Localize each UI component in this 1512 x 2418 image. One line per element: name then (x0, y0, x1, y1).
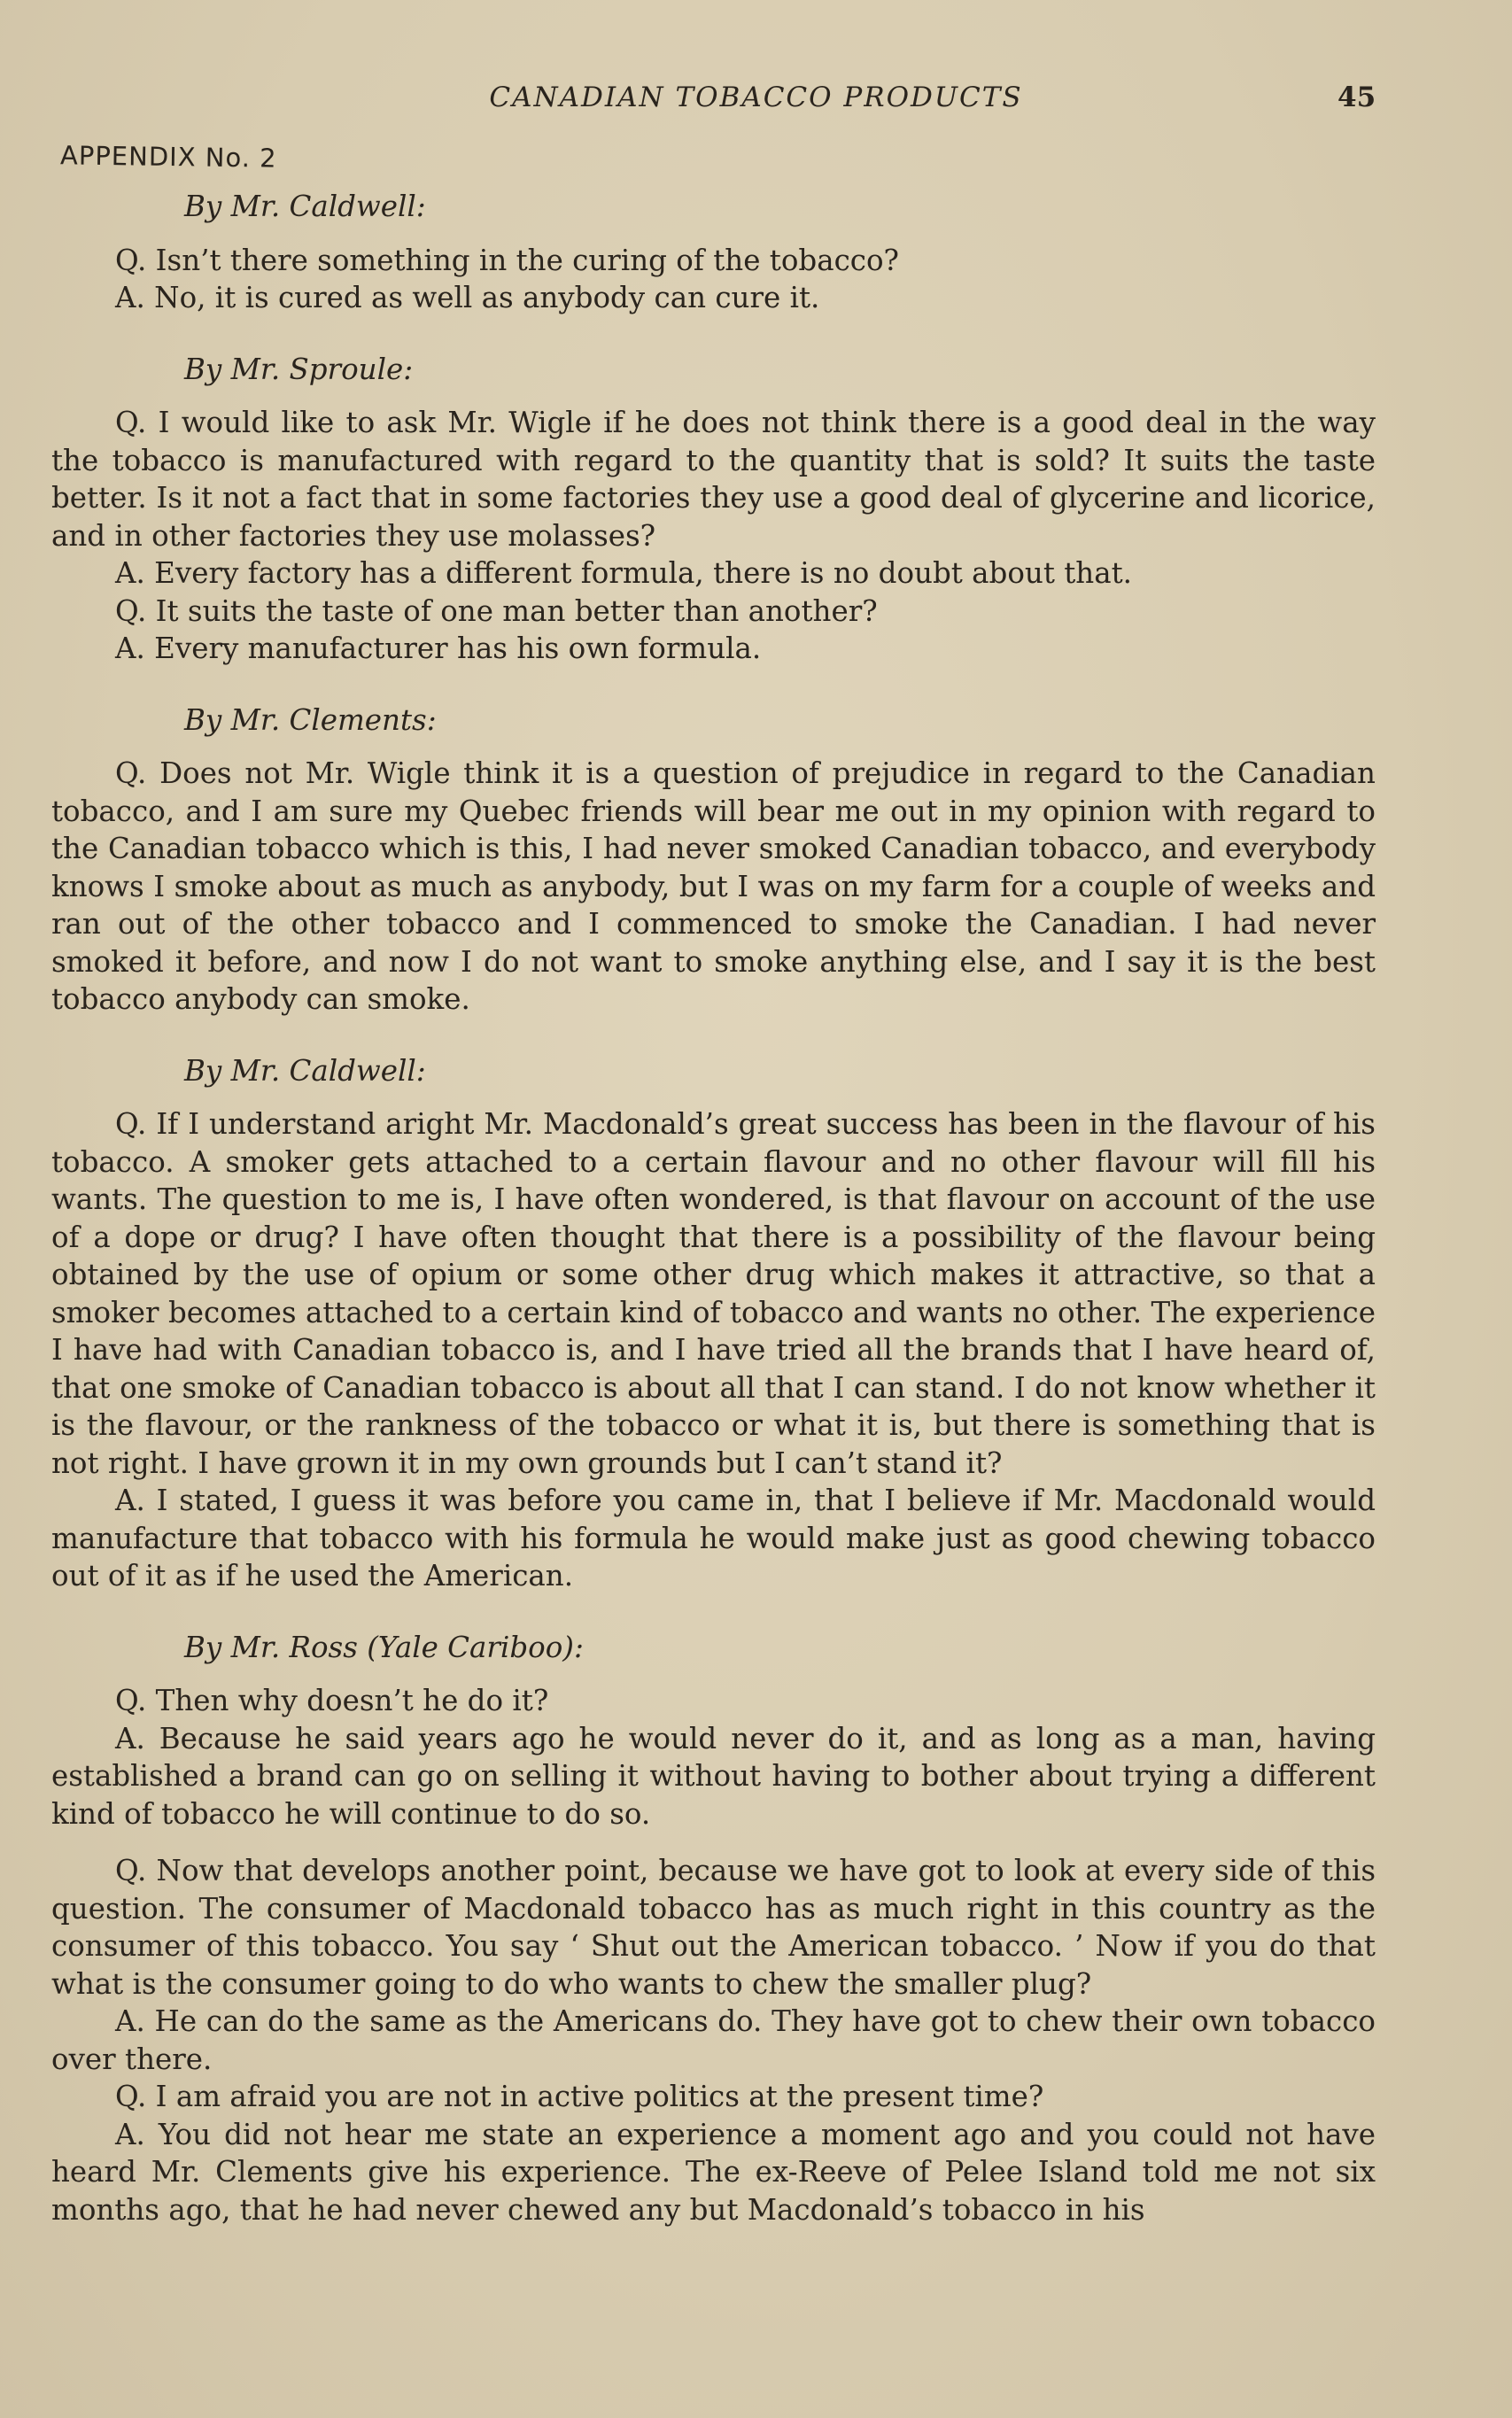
answer-paragraph: A. I stated, I guess it was before you came in, that I believe if Mr. Macdonald would manufacture that tobacco with his formula he would make just as good chewing tobacco out of it as if he used the American. (51, 1484, 1376, 1593)
page-number: 45 (1338, 81, 1376, 113)
question-paragraph: Q. Now that develops another point, because we have got to look at every side of this question. The consumer of Macdonald tobacco has as much right in this country as the consumer of this tobacco. You say ‘ Shut out the American tobacco. ’ Now if you do that what is the consumer going to do who wants to chew the smaller plug? (51, 1854, 1376, 2001)
speaker-heading: By Mr. Clements: (184, 702, 437, 737)
question-paragraph: Q. If I understand aright Mr. Macdonald’s great success has been in the flavour of his tobacco. A smoker gets attached to a certain flavour and no other flavour will fill his wants. The question to me is, I have often wondered, is that flavour on account of the use of a dope or drug? I have often thought that there is a possibility of the flavour being obtained by the use of opium or some other drug which makes it attractive, so that a smoker becomes attached to a certain kind of tobacco and wants no other. The experience I have had with Canadian tobacco is, and I have tried all the brands that I have heard of, that one smoke of Canadian tobacco is about all that I can stand. I do not know whether it is the flavour, or the rankness of the tobacco or what it is, but there is something that is not right. I have grown it in my own grounds but I can’t stand it? (51, 1107, 1376, 1480)
body-text (51, 188, 1376, 2228)
answer-paragraph: A. Every factory has a different formula, there is no doubt about that. (115, 556, 1132, 590)
answer-paragraph: A. You did not hear me state an experience a moment ago and you could not have heard Mr. Clements give his experience. The ex-Reeve of Pelee Island told me not six months ago, that he had never chewed any but Macdonald’s tobacco in his (51, 2117, 1376, 2227)
speaker-heading: By Mr. Sproule: (184, 352, 414, 386)
answer-paragraph: A. No, it is cured as well as anybody can cure it. (115, 281, 820, 314)
question-paragraph: Q. It suits the taste of one man better than another? (115, 593, 878, 628)
speaker-heading: By Mr. Caldwell: (184, 190, 426, 223)
speaker-heading: By Mr. Caldwell: (184, 1053, 426, 1088)
question-paragraph: Q. Isn’t there something in the curing of the tobacco? (115, 243, 899, 277)
answer-paragraph: A. Every manufacturer has his own formula. (115, 632, 762, 665)
paragraph-spacer (51, 1833, 1376, 1852)
question-paragraph: Q. I am afraid you are not in active politics at the present time? (115, 2080, 1044, 2113)
question-paragraph: Q. Does not Mr. Wigle think it is a question of prejudice in regard to the Canadian tobacco, and I am sure my Quebec friends will bear me out in my opinion with regard to the Canadian tobacco which is this, I had never smoked Canadian tobacco, and everybody knows I smoke about as much as anybody, but I was on my farm for a couple of weeks and ran out of the other tobacco and I commenced to smoke the Canadian. I had never smoked it before, and now I do not want to smoke anything else, and I say it is the best tobacco anybody can smoke. (51, 756, 1376, 1016)
appendix-label: APPENDIX No. 2 (59, 140, 277, 174)
running-header-title: CANADIAN TOBACCO PRODUCTS (489, 81, 1023, 113)
answer-paragraph: A. Because he said years ago he would never do it, and as long as a man, having established a brand can go on selling it without having to bother about trying a different kind of tobacco he will continue to do so. (51, 1721, 1376, 1831)
question-paragraph: Q. Then why doesn’t he do it? (115, 1684, 549, 1717)
speaker-heading: By Mr. Ross (Yale Cariboo): (184, 1630, 584, 1664)
answer-paragraph: A. He can do the same as the Americans do. They have got to chew their own tobacco over there. (51, 2004, 1376, 2076)
question-paragraph: Q. I would like to ask Mr. Wigle if he does not think there is a good deal in the way the tobacco is manufactured with regard to the quantity that is sold? It suits the taste better. Is it not a fact that in some factories they use a good deal of glycerine and licorice, and in other factories they use molasses? (51, 406, 1376, 553)
